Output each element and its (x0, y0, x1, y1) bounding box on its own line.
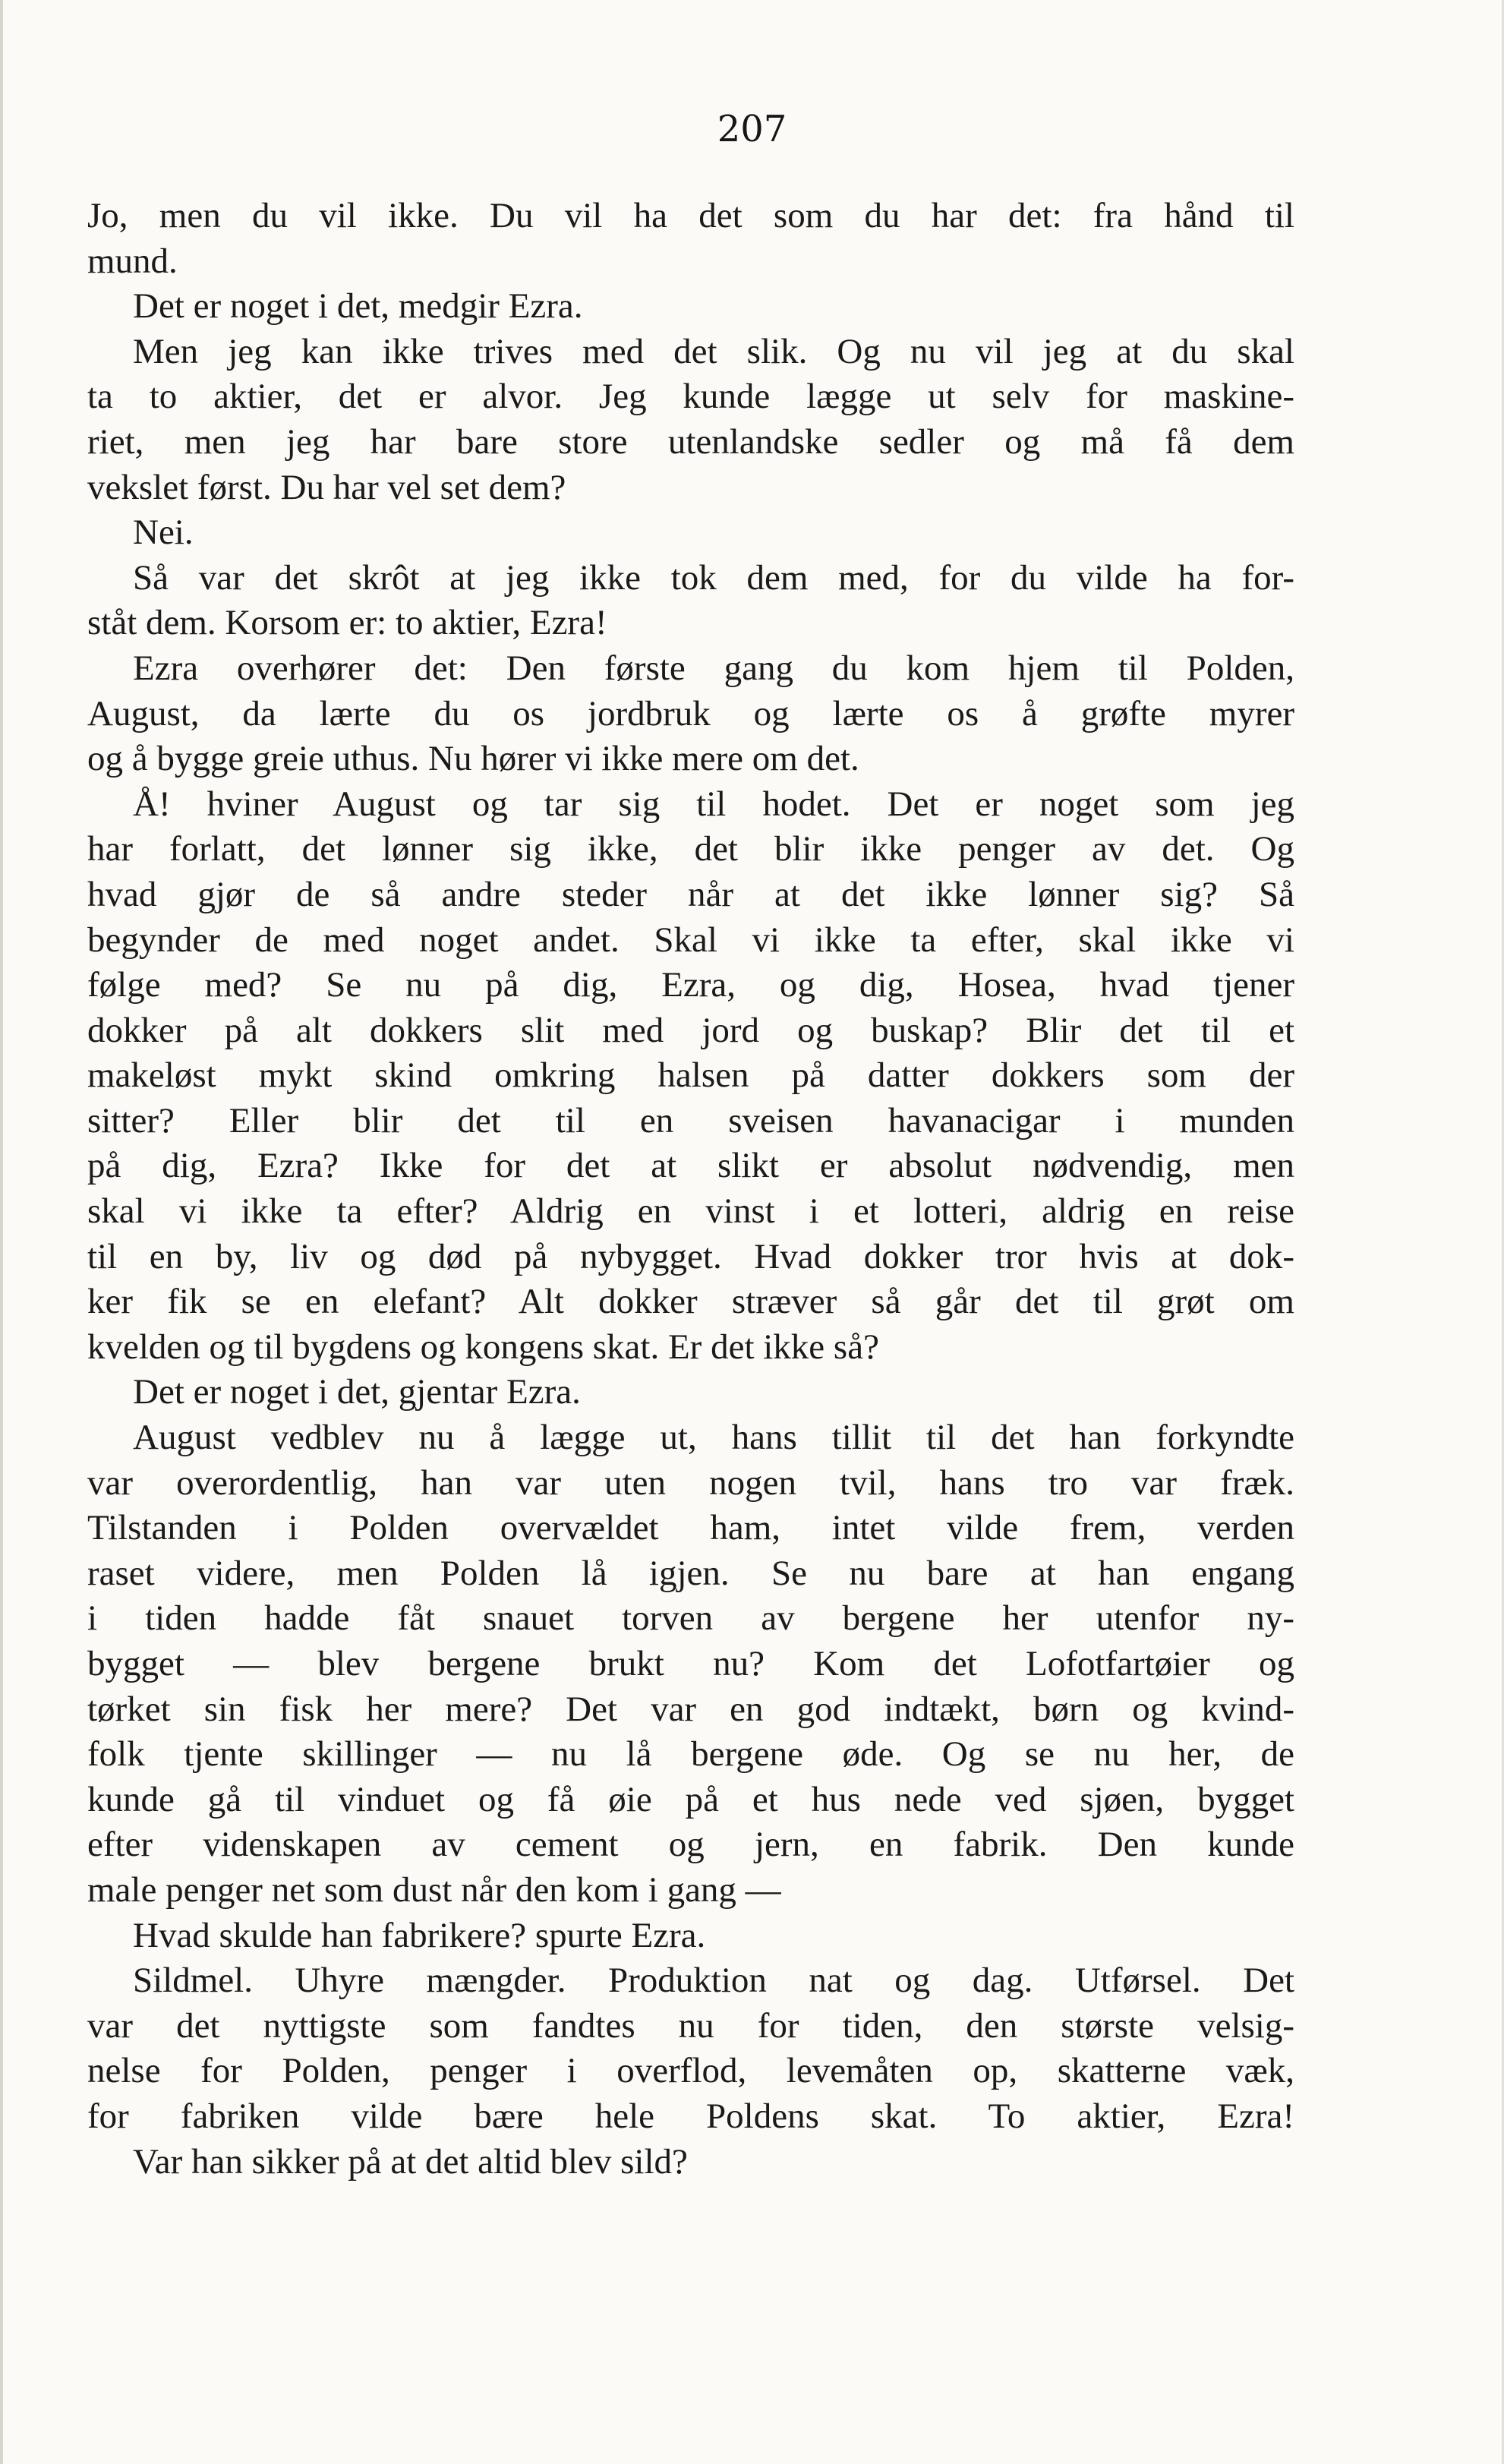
text-line: i tiden hadde fåt snauet torven av bergene her utenfor ny- (87, 1598, 1294, 1639)
text-line: skal vi ikke ta efter? Aldrig en vinst i et lotteri, aldrig en reise (87, 1191, 1294, 1232)
text-line: Det er noget i det, medgir Ezra. (133, 286, 583, 327)
text-line: ta to aktier, det er alvor. Jeg kunde lægge ut selv for maskine- (87, 377, 1294, 417)
text-line: har forlatt, det lønner sig ikke, det blir ikke penger av det. Og (87, 829, 1294, 869)
text-line: begynder de med noget andet. Skal vi ikke ta efter, skal ikke vi (87, 920, 1294, 960)
text-line: kunde gå til vinduet og få øie på et hus nede ved sjøen, bygget (87, 1779, 1294, 1819)
text-line: tørket sin fisk her mere? Det var en god indtækt, børn og kvind- (87, 1689, 1294, 1729)
text-line: Jo, men du vil ikke. Du vil ha det som du har det: fra hånd til (87, 196, 1294, 235)
text-line: male penger net som dust når den kom i gang — (87, 1869, 781, 1910)
text-line: var overordentlig, han var uten nogen tvil, hans tro var fræk. (87, 1462, 1294, 1503)
text-line: efter videnskapen av cement og jern, en fabrik. Den kunde (87, 1825, 1294, 1865)
text-line: vekslet først. Du har vel set dem? (87, 467, 566, 507)
text-line: Hvad skulde han fabrikere? spurte Ezra. (133, 1915, 706, 1955)
text-line: mund. (87, 241, 178, 281)
text-line: til en by, liv og død på nybygget. Hvad dokker tror hvis at dok- (87, 1236, 1294, 1276)
text-line: Så var det skrôt at jeg ikke tok dem med, for du vilde ha for- (133, 557, 1294, 598)
text-line: August, da lærte du os jordbruk og lærte os å grøfte myrer (87, 693, 1294, 734)
text-line: raset videre, men Polden lå igjen. Se nu bare at han engang (87, 1553, 1294, 1593)
body-text (87, 194, 1294, 2185)
text-line: ståt dem. Korsom er: to aktier, Ezra! (87, 603, 607, 643)
text-line: kvelden og til bygdens og kongens skat. Er det ikke så? (87, 1327, 879, 1367)
text-line: makeløst mykt skind omkring halsen på datter dokkers som der (87, 1055, 1294, 1096)
text-line: følge med? Se nu på dig, Ezra, og dig, Hosea, hvad tjener (87, 965, 1294, 1005)
text-line: Var han sikker på at det altid blev sild? (133, 2141, 688, 2182)
text-line: ker fik se en elefant? Alt dokker stræver så går det til grøt om (87, 1282, 1294, 1322)
text-line: hvad gjør de så andre steder når at det ikke lønner sig? Så (87, 874, 1294, 914)
text-line: Å! hviner August og tar sig til hodet. Det er noget som jeg (133, 784, 1294, 824)
text-line: August vedblev nu å lægge ut, hans tillit til det han forkyndte (133, 1418, 1294, 1458)
page-edge-left (0, 0, 3, 2464)
text-line: var det nyttigste som fandtes nu for tiden, den største velsig- (87, 2005, 1294, 2046)
text-line: nelse for Polden, penger i overflod, levemåten op, skatterne væk, (87, 2051, 1294, 2091)
text-line: på dig, Ezra? Ikke for det at slikt er absolut nødvendig, men (87, 1146, 1294, 1186)
text-line: Ezra overhører det: Den første gang du kom hjem til Polden, (133, 648, 1294, 688)
text-line: for fabriken vilde bære hele Poldens skat. To aktier, Ezra! (87, 2096, 1294, 2136)
page-number: 207 (717, 108, 787, 150)
text-line: dokker på alt dokkers slit med jord og buskap? Blir det til et (87, 1010, 1294, 1050)
text-line: Det er noget i det, gjentar Ezra. (133, 1372, 581, 1412)
text-line: riet, men jeg har bare store utenlandske sedler og må få dem (87, 421, 1294, 462)
text-line: Men jeg kan ikke trives med det slik. Og nu vil jeg at du skal (133, 331, 1294, 371)
text-line: Tilstanden i Polden overvældet ham, intet vilde frem, verden (87, 1508, 1294, 1548)
text-line: Nei. (133, 513, 194, 553)
text-line: Sildmel. Uhyre mængder. Produktion nat og dag. Utførsel. Det (133, 1961, 1294, 2001)
text-line: sitter? Eller blir det til en sveisen havanacigar i munden (87, 1100, 1294, 1141)
text-line: og å bygge greie uthus. Nu hører vi ikke mere om det. (87, 739, 859, 779)
text-line: folk tjente skillinger — nu lå bergene øde. Og se nu her, de (87, 1734, 1294, 1775)
text-line: bygget — blev bergene brukt nu? Kom det Lofotfartøier og (87, 1644, 1294, 1683)
